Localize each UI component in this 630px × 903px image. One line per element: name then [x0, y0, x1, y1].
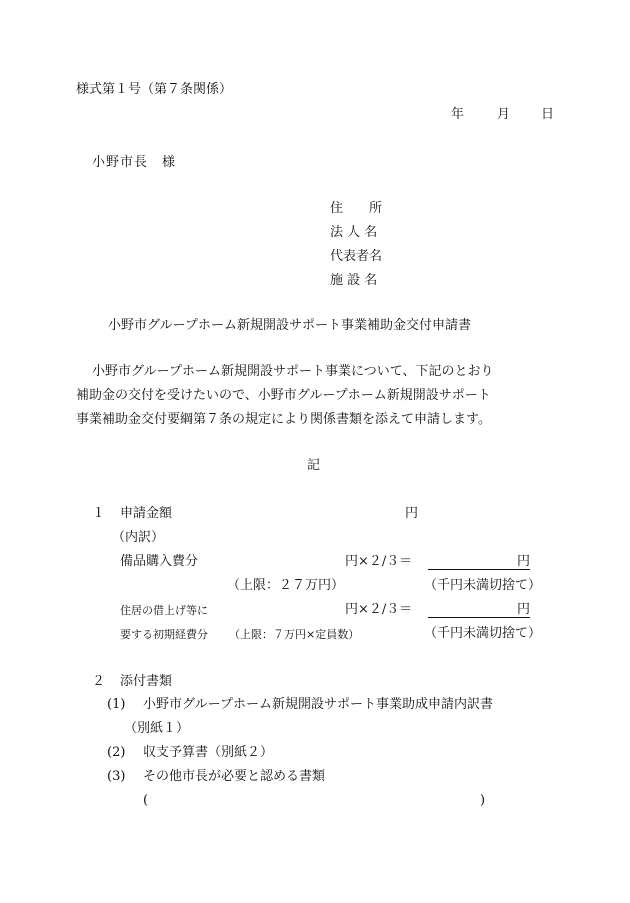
initial-cost-result-field[interactable]: [428, 602, 530, 618]
initial-cost-label-line2: 要する初期経費分: [120, 628, 208, 641]
other-documents-close-paren: ): [480, 793, 486, 808]
representative-label: 代表者名: [330, 249, 383, 264]
equipment-formula: 円×２/３＝: [345, 554, 413, 569]
section1-number: １: [92, 506, 106, 521]
ki-heading: 記: [307, 458, 321, 473]
other-documents-field[interactable]: [152, 791, 478, 811]
attachment-1-text: 小野市グループホーム新規開設サポート事業助成申請内訳書: [143, 697, 493, 712]
equipment-label: 備品購入費分: [120, 554, 199, 569]
body-line-1: 小野市グループホーム新規開設サポート事業について、下記のとおり: [92, 364, 494, 379]
address-label: 住 所: [330, 201, 383, 216]
attachment-2-number: (2): [107, 745, 126, 760]
initial-cost-result-yen: 円: [516, 602, 530, 617]
date-year-label: 年: [451, 107, 465, 122]
attachment-2-text: 収支予算書（別紙２）: [143, 745, 274, 760]
section2-label: 添付書類: [120, 674, 173, 689]
equipment-rounding: （千円未満切捨て）: [424, 578, 542, 593]
document-title: 小野市グループホーム新規開設サポート事業補助金交付申請書: [108, 318, 471, 333]
initial-cost-rounding: （千円未満切捨て）: [424, 626, 542, 641]
attachment-1-number: (1): [107, 697, 126, 712]
initial-cost-limit: （上限：７万円×定員数）: [229, 628, 360, 641]
other-documents-open-paren: (: [143, 793, 149, 808]
equipment-result-field[interactable]: [428, 554, 530, 570]
date-month-label: 月: [497, 107, 511, 122]
equipment-limit: （上限：２７万円）: [227, 578, 345, 593]
attachment-1-sub: （別紙１）: [124, 721, 190, 736]
equipment-result-yen: 円: [516, 554, 530, 569]
addressee: 小野市長 様: [92, 155, 177, 170]
breakdown-label: （内訳）: [112, 530, 165, 545]
section1-yen: 円: [405, 506, 419, 521]
initial-cost-label-line1: 住居の借上げ等に: [120, 604, 208, 617]
facility-name-label: 施 設 名: [330, 273, 378, 288]
form-number: 様式第１号（第７条関係）: [76, 82, 233, 97]
body-line-3: 事業補助金交付要綱第７条の規定により関係書類を添えて申請します。: [76, 412, 491, 427]
body-line-2: 補助金の交付を受けたいので、小野市グループホーム新規開設サポート: [76, 388, 491, 403]
corporation-name-label: 法 人 名: [330, 225, 378, 240]
section1-label: 申請金額: [120, 506, 173, 521]
initial-cost-formula: 円×２/３＝: [345, 602, 413, 617]
date-day-label: 日: [541, 107, 555, 122]
attachment-3-text: その他市長が必要と認める書類: [143, 769, 326, 784]
section2-number: ２: [92, 674, 106, 689]
attachment-3-number: (3): [107, 769, 126, 784]
